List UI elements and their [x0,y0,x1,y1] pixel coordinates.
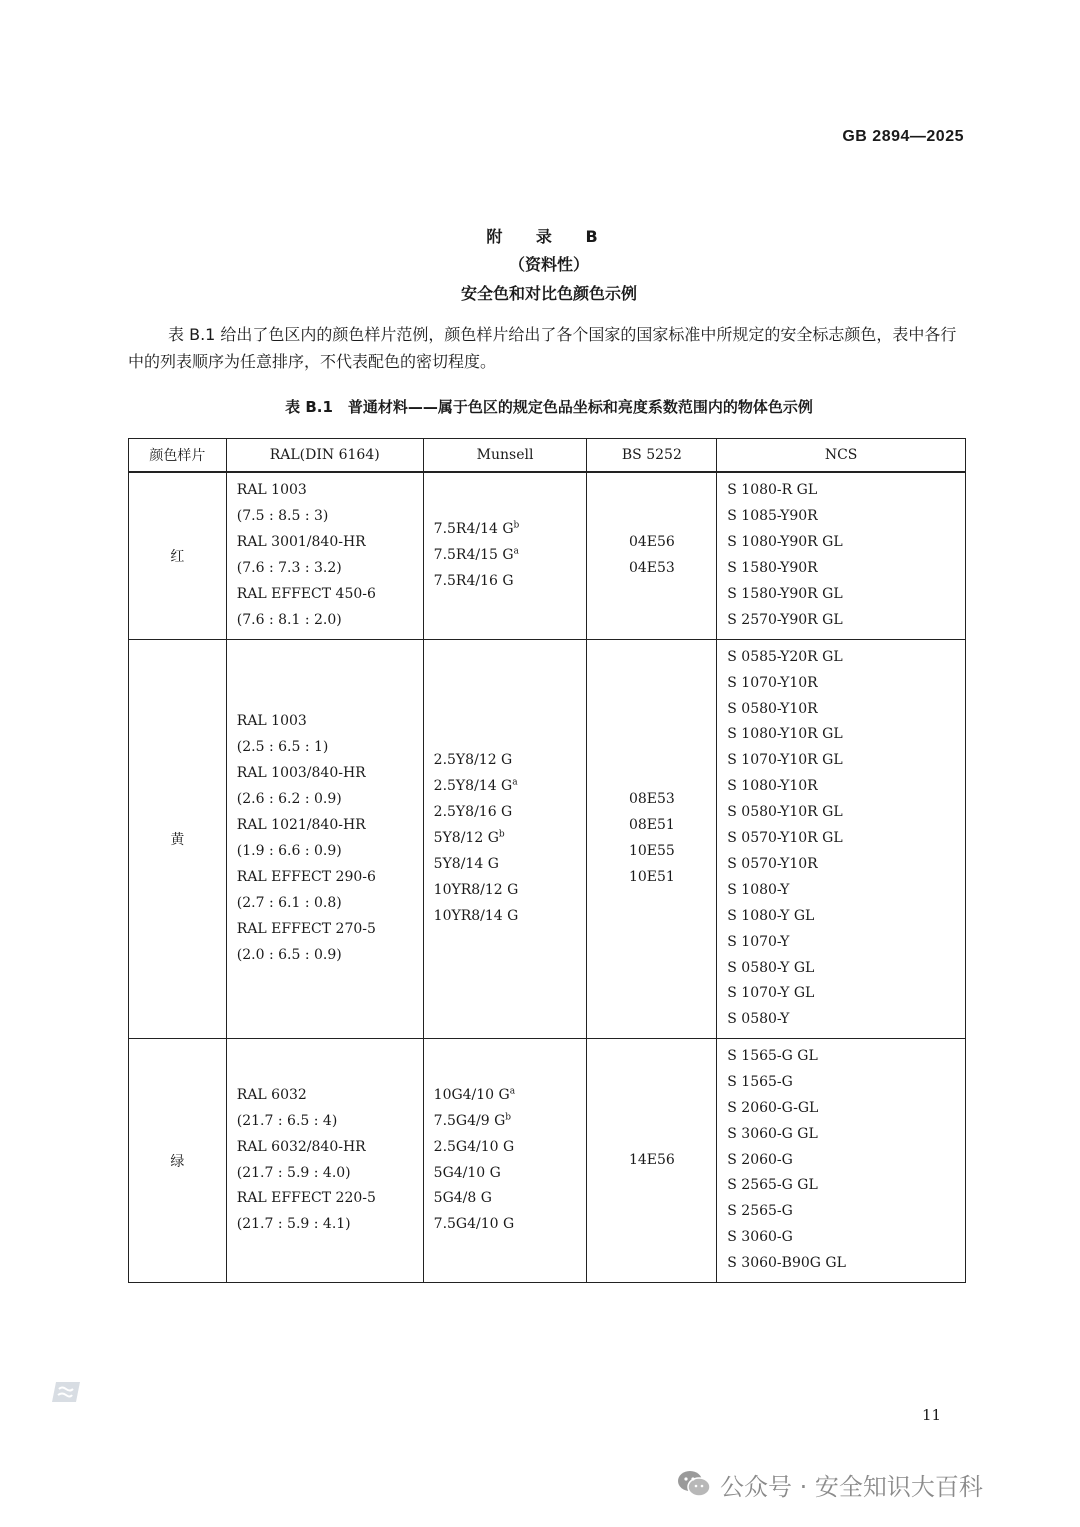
table-row [129,640,966,1039]
munsell-value: 7.5G4/9 G [433,1112,506,1129]
list-item [434,800,587,826]
list-item: 14E56 [628,1151,675,1168]
list-item [434,904,587,930]
list-item: RAL 6032 [236,1086,307,1103]
list-item: RAL 1021/840-HR [236,817,366,834]
list-item: S 0570-Y10R GL [727,830,843,847]
footnote-mark: a [512,777,518,788]
list-item: S 2060-G-GL [727,1099,819,1116]
list-item [434,569,587,595]
table-caption: 表 B.1 普通材料——属于色区的规定色品坐标和亮度系数范围内的物体色示例 [285,398,813,416]
list-item: S 1565-G [727,1073,793,1090]
cell-sample: 红 [129,472,227,640]
appendix-nature: （资料性） [508,255,589,274]
munsell-value: 7.5R4/16 G [433,572,514,589]
list-item: S 0580-Y10R GL [727,804,843,821]
cell-ral [226,472,423,640]
cell-bs [587,640,717,1039]
cell-bs-list [587,530,716,582]
footnote-mark: b [498,829,505,840]
cell-ncs [717,640,966,1039]
list-item [434,878,587,904]
standard-code: GB 2894—2025 [842,128,964,145]
footnote-mark: a [509,1086,516,1097]
page-number: 11 [922,1406,942,1424]
cell-bs [587,472,717,640]
list-item [434,543,587,569]
list-item: 04E56 [628,534,675,551]
list-item: S 2060-G [727,1151,793,1168]
list-item [434,1212,587,1238]
list-item [434,748,587,774]
list-item: (21.7 : 5.9 : 4.1) [236,1216,351,1233]
cell-ncs-list [717,1044,965,1277]
list-item [434,1109,587,1135]
color-examples-table [128,438,966,1283]
cell-munsell [423,640,587,1039]
cell-bs-list [587,1148,716,1174]
cell-bs-list [587,787,716,891]
footnote-mark: b [505,1112,512,1123]
list-item: 10E51 [628,868,675,885]
list-item: RAL 1003 [236,713,307,730]
cell-ncs [717,472,966,640]
list-item: S 1580-Y90R [727,560,818,576]
list-item: S 0580-Y10R [727,700,818,717]
sac-logo-icon [50,1380,82,1404]
list-item: S 2565-G [727,1203,793,1220]
header-ral: RAL(DIN 6164) [226,439,423,473]
cell-ral-list [227,1083,423,1238]
list-item: S 1080-R GL [727,482,818,499]
list-item: S 1070-Y GL [727,985,815,1002]
appendix-label: 附 录 B [486,227,612,246]
list-item: S 1080-Y GL [727,907,815,924]
list-item: (21.7 : 6.5 : 4) [236,1112,338,1129]
list-item: S 0580-Y GL [727,959,815,976]
list-item: S 1070-Y [727,933,790,950]
list-item: (2.7 : 6.1 : 0.8) [236,894,342,911]
list-item: 08E51 [628,817,675,834]
list-item: S 2570-Y90R GL [727,611,843,628]
list-item: S 1080-Y90R GL [727,534,843,551]
table-body [129,472,966,1283]
cell-ncs [717,1039,966,1283]
munsell-value: 7.5G4/10 G [433,1216,515,1233]
list-item [434,1161,587,1187]
list-item [434,517,587,543]
header-bs: BS 5252 [587,439,717,473]
list-item: S 1080-Y [727,881,790,898]
list-item: S 3060-G [727,1229,793,1246]
list-item: S 0570-Y10R [727,855,818,872]
munsell-value: 5G4/10 G [433,1164,501,1181]
list-item [434,774,587,800]
header-sample: 颜色样片 [129,439,227,473]
cell-ral-list [227,709,423,968]
table-row [129,1039,966,1283]
list-item [434,1135,587,1161]
cell-sample: 黄 [129,640,227,1039]
munsell-value: 10G4/10 G [433,1086,510,1103]
list-item: S 1070-Y10R GL [727,752,843,769]
cell-munsell-list [424,748,587,929]
munsell-value: 5Y8/14 G [433,855,499,872]
list-item: S 1080-Y10R [727,778,818,795]
cell-sample: 绿 [129,1039,227,1283]
footnote-mark: a [513,546,519,557]
list-item [434,826,587,852]
table-row [129,472,966,640]
list-item: S 1080-Y10R GL [727,726,843,743]
list-item [434,852,587,878]
appendix-title: 安全色和对比色颜色示例 [460,284,637,303]
list-item: S 3060-B90G GL [727,1255,846,1272]
list-item: RAL EFFECT 290-6 [236,868,376,885]
list-item: S 0580-Y [727,1011,790,1028]
list-item: (2.0 : 6.5 : 0.9) [236,946,342,963]
list-item: RAL EFFECT 450-6 [236,585,376,602]
munsell-value: 7.5R4/15 G [433,547,514,564]
list-item: S 3060-G GL [727,1125,818,1142]
list-item: (21.7 : 5.9 : 4.0) [236,1164,351,1181]
list-item: S 1565-G GL [727,1047,818,1064]
list-item: (2.6 : 6.2 : 0.9) [236,791,342,808]
list-item: RAL 1003/840-HR [236,765,366,782]
header-ncs: NCS [717,439,966,473]
list-item: S 1085-Y90R [727,508,818,525]
header-munsell: Munsell [423,439,587,473]
list-item: 08E53 [628,791,675,808]
munsell-value: 2.5G4/10 G [433,1138,515,1155]
cell-ral-list [227,478,423,633]
cell-munsell-list [424,517,587,595]
list-item: (1.9 : 6.6 : 0.9) [236,843,342,859]
munsell-value: 10YR8/12 G [433,881,519,898]
list-item: RAL 1003 [236,482,307,499]
list-item: 10E55 [628,843,675,859]
cell-ral [226,1039,423,1283]
list-item: (2.5 : 6.5 : 1) [236,739,329,756]
list-item: (7.5 : 8.5 : 3) [236,508,329,525]
table-header-row [129,439,966,473]
cell-munsell [423,1039,587,1283]
cell-ncs-list [717,478,965,633]
list-item: S 2565-G GL [727,1177,818,1194]
list-item: RAL EFFECT 270-5 [236,920,376,937]
cell-ncs-list [717,645,965,1034]
wechat-icon [676,1469,712,1499]
munsell-value: 2.5Y8/14 G [433,778,513,795]
list-item: RAL 6032/840-HR [236,1138,366,1155]
list-item: RAL 3001/840-HR [236,534,366,551]
munsell-value: 10YR8/14 G [433,907,519,924]
footnote-mark: b [513,520,520,531]
munsell-value: 7.5R4/14 G [433,521,514,538]
cell-munsell-list [424,1083,587,1238]
munsell-value: 5Y8/12 G [433,830,499,847]
watermark-text: 公众号 · 安全知识大百科 [720,1472,983,1501]
list-item [434,1083,587,1109]
list-item: S 1580-Y90R GL [727,585,843,602]
watermark [676,1464,983,1504]
intro-paragraph: 表 B.1 给出了色区内的颜色样片范例，颜色样片给出了各个国家的国家标准中所规定的安全标志颜色，表中各行中的列表顺序为任意排序，不代表配色的密切程度。 [128,325,957,371]
list-item: 04E53 [628,560,675,576]
list-item: S 0585-Y20R GL [727,648,843,665]
list-item: (7.6 : 7.3 : 3.2) [236,560,342,576]
list-item [434,1186,587,1212]
list-item: S 1070-Y10R [727,674,818,691]
cell-munsell [423,472,587,640]
munsell-value: 5G4/8 G [433,1190,492,1207]
list-item: (7.6 : 8.1 : 2.0) [236,611,342,628]
munsell-value: 2.5Y8/12 G [433,752,513,769]
list-item: RAL EFFECT 220-5 [236,1190,376,1207]
cell-ral [226,640,423,1039]
munsell-value: 2.5Y8/16 G [433,804,513,821]
cell-bs [587,1039,717,1283]
